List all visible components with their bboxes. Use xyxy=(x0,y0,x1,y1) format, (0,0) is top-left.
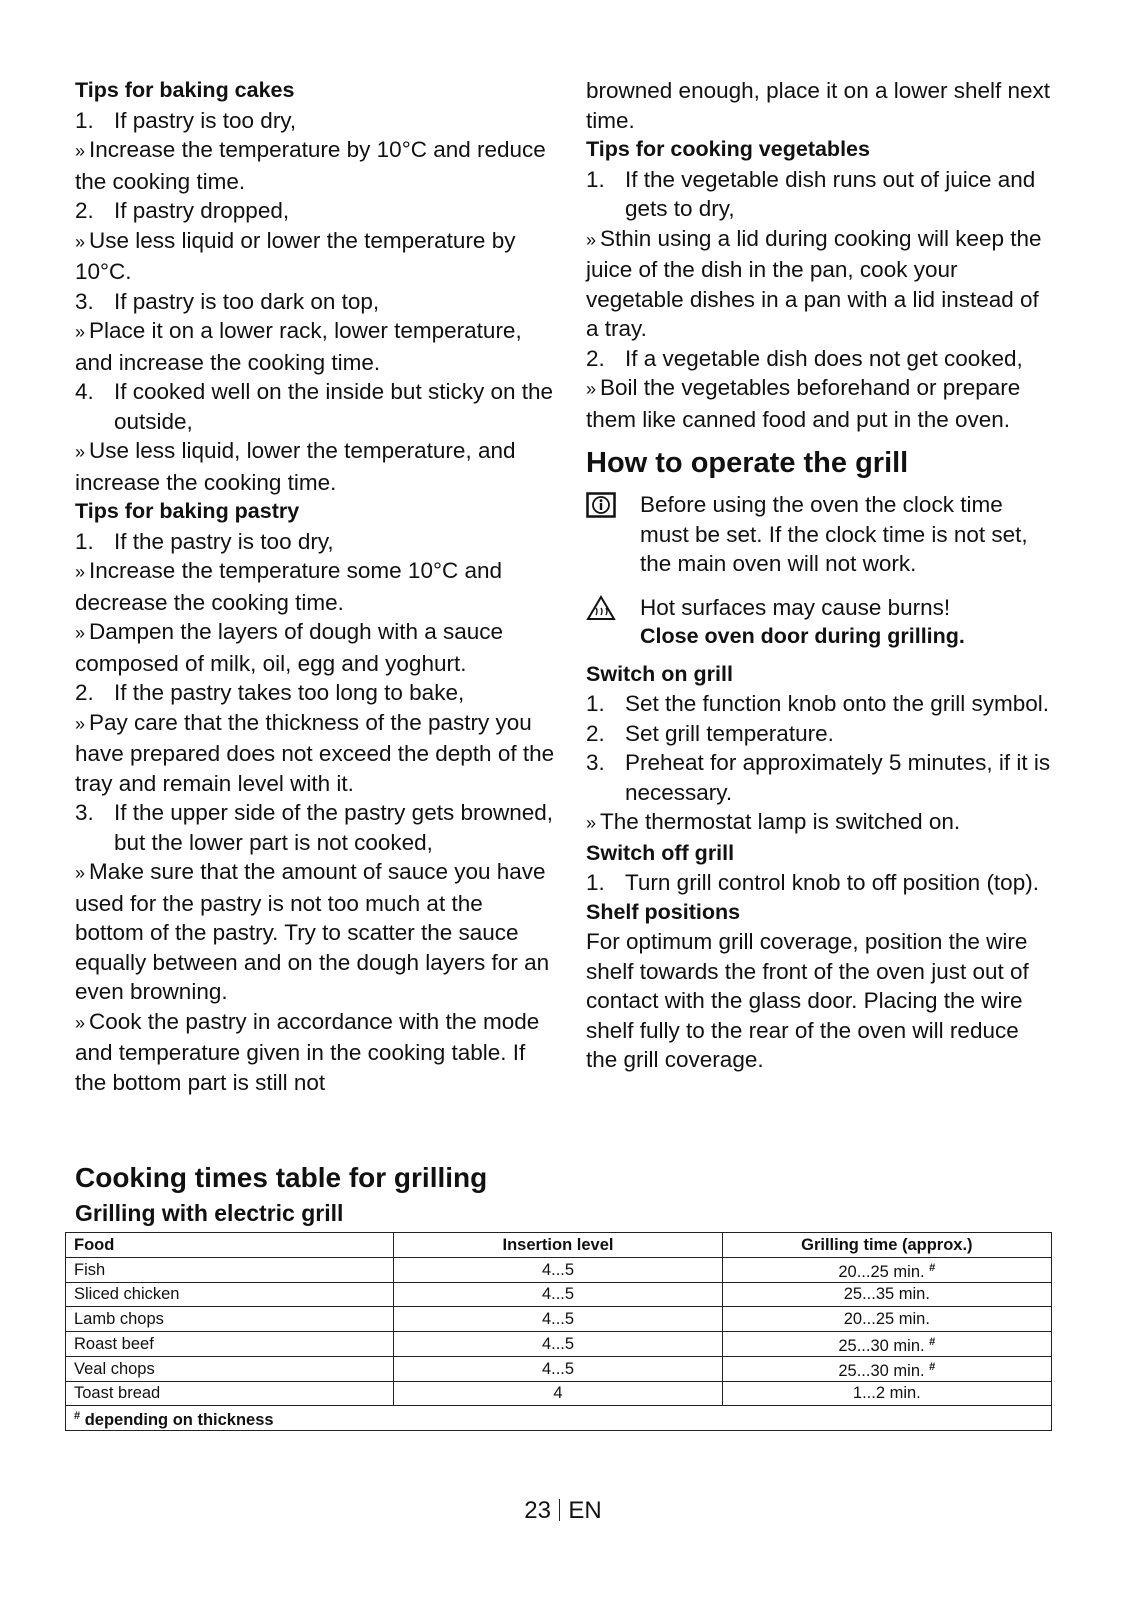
header-insertion-level: Insertion level xyxy=(394,1233,722,1258)
list-item: 1. If the vegetable dish runs out of juice and gets to dry, xyxy=(586,166,1036,221)
cell-time: 25...35 min. xyxy=(722,1282,1051,1307)
list-item: 3. If the upper side of the pastry gets browned, but the lower part is not cooked, xyxy=(75,800,554,855)
footer-divider xyxy=(559,1499,561,1521)
language-code: EN xyxy=(568,1497,602,1524)
list-item: 2. If a vegetable dish does not get cooked, xyxy=(586,345,1023,371)
list-item: 1. Set the function knob onto the grill symbol. xyxy=(586,691,1049,716)
info-note-text: Before using the oven the clock time must be set. If the clock time is not set, the main oven will not work. xyxy=(640,492,1028,576)
tip-text: » Dampen the layers of dough with a sauce composed of milk, oil, egg and yoghurt. xyxy=(75,619,504,676)
table-footnote-row xyxy=(66,1406,1052,1431)
grill-heading: How to operate the grill xyxy=(586,447,909,479)
tip-text: » Increase the temperature by 10°C and reduce the cooking time. xyxy=(75,137,546,194)
tip-text: » Sthin using a lid during cooking will keep the juice of the dish in the pan, cook your vegetable dishes in a pan with a lid instead of a tray. xyxy=(586,225,1042,341)
warning-icon xyxy=(586,595,616,621)
table-row xyxy=(66,1282,1052,1307)
header-grilling-time: Grilling time (approx.) xyxy=(722,1233,1051,1258)
table-header-row xyxy=(66,1233,1052,1258)
continued-text: browned enough, place it on a lower shelf next time. xyxy=(586,78,1051,133)
table-row xyxy=(66,1257,1052,1282)
list-item: 3. If pastry is too dark on top, xyxy=(75,288,380,314)
list-item: 2. If the pastry takes too long to bake, xyxy=(75,680,465,705)
tip-text: » The thermostat lamp is switched on. xyxy=(586,809,961,834)
tip-text: » Use less liquid or lower the temperature by 10°C. xyxy=(75,227,516,284)
switch-off-title: Switch off grill xyxy=(586,840,735,865)
cell-level: 4 xyxy=(394,1381,722,1406)
cell-food: Sliced chicken xyxy=(66,1282,394,1307)
cakes-title: Tips for baking cakes xyxy=(75,78,295,102)
list-item: 1. Turn grill control knob to off position (top). xyxy=(586,870,1039,895)
shelf-text: For optimum grill coverage, position the wire shelf towards the front of the oven just out of contact with the glass door. Placing the wire shelf fully to the rear of the oven will reduce the grill coverage. xyxy=(586,929,1029,1072)
tip-text: » Boil the vegetables beforehand or prepare them like canned food and put in the oven. xyxy=(586,375,1021,432)
table-footnote: # depending on thickness xyxy=(66,1406,1052,1431)
table-title: Cooking times table for grilling xyxy=(75,1162,488,1193)
list-item: 1. If pastry is too dry, xyxy=(75,107,297,133)
tip-text: » Cook the pastry in accordance with the mode and temperature given in the cooking table. If the bottom part is still not xyxy=(75,1008,540,1095)
list-item: 3. Preheat for approximately 5 minutes, if it is necessary. xyxy=(586,750,1051,805)
tip-text: » Increase the temperature some 10°C and decrease the cooking time. xyxy=(75,558,502,615)
vegetables-title: Tips for cooking vegetables xyxy=(586,137,870,161)
header-food: Food xyxy=(66,1233,394,1258)
right-column xyxy=(586,76,1056,1075)
cell-time: 25...30 min. # xyxy=(722,1331,1051,1356)
list-item: 2. If pastry dropped, xyxy=(75,198,290,223)
list-item: 1. If the pastry is too dry, xyxy=(75,528,334,554)
cell-level: 4...5 xyxy=(394,1331,722,1356)
info-icon xyxy=(586,492,616,518)
table-row xyxy=(66,1381,1052,1406)
cell-food: Roast beef xyxy=(66,1331,394,1356)
cell-food: Toast bread xyxy=(66,1381,394,1406)
list-item: 2. Set grill temperature. xyxy=(586,720,834,746)
table-subtitle: Grilling with electric grill xyxy=(75,1200,344,1226)
grilling-table xyxy=(65,1232,1052,1431)
tip-text: » Use less liquid, lower the temperature, and increase the cooking time. xyxy=(75,438,516,495)
page-number: 23 xyxy=(524,1497,551,1524)
cell-time: 20...25 min. # xyxy=(722,1257,1051,1282)
tip-text: » Pay care that the thickness of the pastry you have prepared does not exceed the depth of the tray and remain level with it. xyxy=(75,709,555,796)
cell-time: 1...2 min. xyxy=(722,1381,1051,1406)
info-note xyxy=(586,490,1056,579)
switch-on-title: Switch on grill xyxy=(586,661,733,686)
cell-time: 25...30 min. # xyxy=(722,1356,1051,1381)
tip-text: » Make sure that the amount of sauce you have used for the pastry is not too much at the bottom of the pastry. Try to scatter the sauce equally between and on the dough layers for an even browning. xyxy=(75,859,550,1004)
warning-note-text: Hot surfaces may cause burns! xyxy=(640,594,951,620)
cell-level: 4...5 xyxy=(394,1282,722,1307)
cell-food: Fish xyxy=(66,1257,394,1282)
warning-note-bold: Close oven door during grilling. xyxy=(640,624,965,648)
cell-food: Lamb chops xyxy=(66,1307,394,1332)
page-footer xyxy=(0,1497,1126,1525)
left-column xyxy=(75,76,555,1097)
pastry-title: Tips for baking pastry xyxy=(75,499,300,523)
shelf-title: Shelf positions xyxy=(586,899,741,924)
table-row xyxy=(66,1307,1052,1332)
cell-level: 4...5 xyxy=(394,1356,722,1381)
cell-food: Veal chops xyxy=(66,1356,394,1381)
table-row xyxy=(66,1356,1052,1381)
table-row xyxy=(66,1331,1052,1356)
cell-level: 4...5 xyxy=(394,1257,722,1282)
cell-level: 4...5 xyxy=(394,1307,722,1332)
cell-time: 20...25 min. xyxy=(722,1307,1051,1332)
warning-note xyxy=(586,593,1056,652)
tip-text: » Place it on a lower rack, lower temperature, and increase the cooking time. xyxy=(75,318,522,375)
list-item: 4. If cooked well on the inside but sticky on the outside, xyxy=(75,379,554,434)
